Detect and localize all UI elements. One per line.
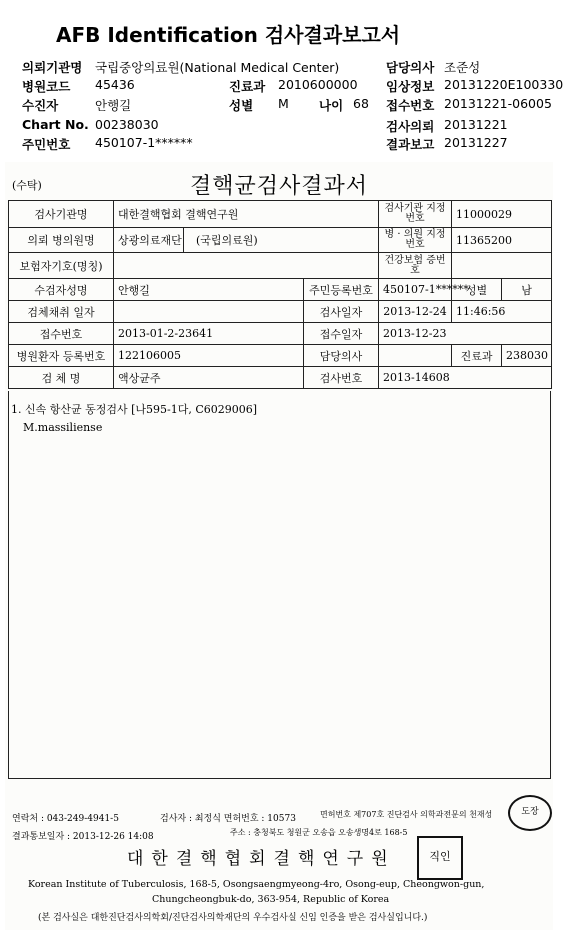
label-clinical-info: 임상정보 (386, 79, 435, 94)
label-hospital-code: 병원코드 (22, 79, 71, 94)
cell-label: 검사기관 지정번호 (379, 201, 452, 228)
footer-address-en: Korean Institute of Tuberculosis, 168-5, Osongsaengmyeong-4ro, Osong-eup, Cheongwon-gun, (28, 879, 485, 890)
value-request-date: 20131221 (444, 117, 508, 132)
official-seal-icon: 직인 (417, 836, 463, 880)
label-doctor: 담당의사 (386, 60, 435, 75)
value-requester: 국립중앙의료원(National Medical Center) (95, 60, 340, 75)
cell-value: 액상균주 (114, 367, 304, 389)
cell-value: 2013-14608 (379, 367, 552, 389)
cell-value (114, 253, 379, 279)
cell-label: 병 · 의원 지정번호 (379, 228, 452, 253)
value-doctor: 조준성 (444, 60, 481, 75)
table-row (9, 228, 552, 253)
cell-label: 진료과 (452, 345, 502, 367)
cell-label: 검사기관명 (9, 201, 114, 228)
cell-label: 검사일자 (304, 301, 379, 323)
table-row (9, 323, 552, 345)
organization-name: 대한결핵협회결핵연구원 (127, 849, 396, 869)
label-requester: 의뢰기관명 (22, 60, 83, 75)
cell-label: 보험자기호(명칭) (9, 253, 114, 279)
cell-label: 의뢰 병의원명 (9, 228, 114, 253)
cell-label: 주민등록번호 (304, 279, 379, 301)
cell-value: 2013-01-2-23641 (114, 323, 304, 345)
cell-label: 수검자성명 (9, 279, 114, 301)
report-info-table (8, 200, 552, 389)
value-department: 2010600000 (278, 77, 358, 92)
cell-value: 대한결핵협회 결핵연구원 (114, 201, 379, 228)
footer-contact: 연락처 : 043-249-4941-5 (12, 814, 119, 824)
table-row (9, 345, 552, 367)
table-row (9, 301, 552, 323)
cell-value: 2013-12-23 (379, 323, 552, 345)
table-row (9, 367, 552, 389)
label-patient: 수진자 (22, 98, 59, 113)
cell-label: 담당의사 (304, 345, 379, 367)
value-report-date: 20131227 (444, 135, 508, 150)
cell-label: 검사번호 (304, 367, 379, 389)
cell-label: 접수번호 (9, 323, 114, 345)
cell-value: 상광의료재단 (114, 228, 184, 253)
label-chart-no: Chart No. (22, 117, 89, 132)
cell-label: 검 체 명 (9, 367, 114, 389)
cell-value: 11:46:56 (452, 301, 552, 323)
footer-address: 주소 : 충청북도 청원군 오송읍 오송생명4로 168-5 (230, 828, 408, 837)
value-chart-no: 00238030 (95, 117, 159, 132)
table-row (9, 201, 552, 228)
value-resident-no: 450107-1****** (95, 135, 193, 150)
cell-label: 병원환자 등록번호 (9, 345, 114, 367)
cell-value: 238030 (502, 345, 552, 367)
label-sex: 성별 (229, 98, 254, 113)
consignment-tag: (수탁) (12, 179, 42, 192)
cell-value: 안행길 (114, 279, 304, 301)
report-title: 결핵균검사결과서 (190, 174, 369, 199)
cell-value (114, 301, 304, 323)
cell-value: 122106005 (114, 345, 304, 367)
cell-label: 성별 (452, 279, 502, 301)
page-title: AFB Identification 검사결과보고서 (56, 23, 401, 47)
cell-value: 11365200 (452, 228, 552, 253)
table-row (9, 279, 552, 301)
value-hospital-code: 45436 (95, 77, 135, 92)
cell-value: 남 (502, 279, 552, 301)
cell-value (452, 253, 552, 279)
footer-address-en2: Chungcheongbuk-do, 363-954, Republic of Korea (152, 894, 390, 905)
footer-notify-date: 결과통보일자 : 2013-12-26 14:08 (12, 832, 154, 842)
cell-value: 2013-12-24 (379, 301, 452, 323)
label-department: 진료과 (229, 79, 266, 94)
table-row (9, 253, 552, 279)
cell-value: (국립의료원) (184, 228, 379, 253)
value-clinical-info: 20131220E100330 (444, 77, 563, 92)
value-receipt-no: 20131221-06005 (444, 96, 552, 111)
label-receipt-no: 접수번호 (386, 98, 435, 113)
cell-label: 접수일자 (304, 323, 379, 345)
footer-examiner: 검사자 : 최정식 면허번호 : 10573 (160, 814, 296, 824)
cell-value (379, 345, 452, 367)
value-sex: M (278, 96, 289, 111)
cell-value: 450107-1****** (379, 279, 452, 301)
label-request-date: 검사의뢰 (386, 119, 435, 134)
label-report-date: 결과보고 (386, 137, 435, 152)
result-organism: M.massiliense (23, 421, 103, 434)
cell-label: 검체채취 일자 (9, 301, 114, 323)
cell-label: 건강보험 증번호 (379, 253, 452, 279)
value-patient: 안행길 (95, 98, 132, 113)
cell-value: 11000029 (452, 201, 552, 228)
footer-license: 면허번호 제707호 진단검사 의학과전문의 천재성 (320, 810, 493, 819)
stamp-seal-icon: 도장 (508, 795, 552, 831)
label-age: 나이 (319, 98, 344, 113)
footer-certification-note: (본 검사실은 대한진단검사의학회/진단검사의학재단의 우수검사실 신임 인증을 받은 검사실입니다.) (38, 913, 428, 923)
result-test-name: 1. 신속 항산균 동정검사 [나595-1다, C6029006] (11, 403, 258, 416)
label-resident-no: 주민번호 (22, 137, 71, 152)
value-age: 68 (353, 96, 369, 111)
result-box (8, 391, 551, 779)
